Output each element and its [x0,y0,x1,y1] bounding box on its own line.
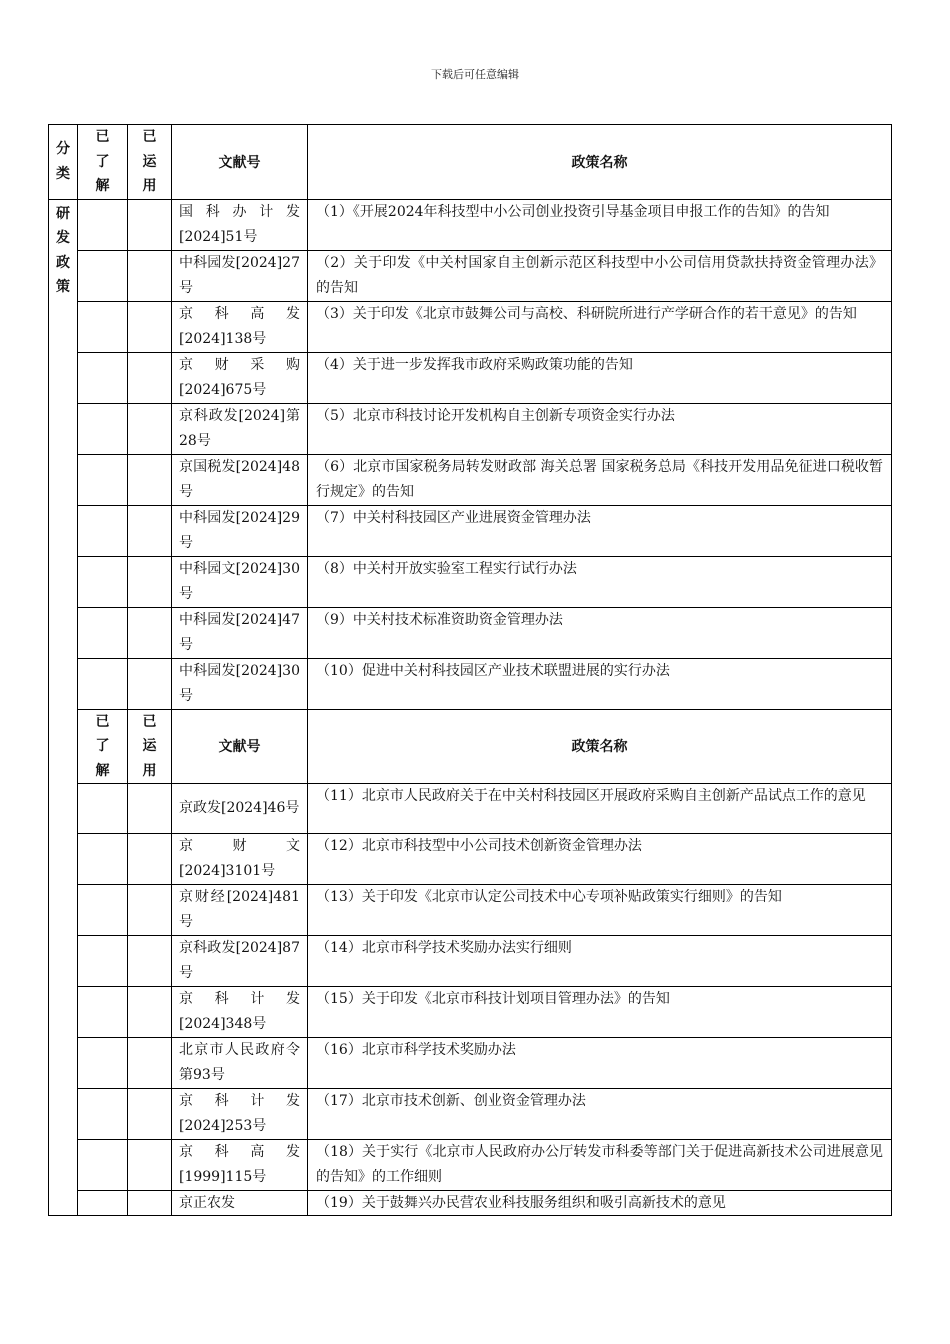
doc-number: 中科园发[2024]27号 [179,254,300,296]
table-row [49,556,892,607]
policy-name-cell [308,403,892,454]
doc-number: 京政发[2024]46号 [179,800,300,816]
header-applied: 已 运 用 [128,125,172,200]
applied-checkbox-cell [128,885,172,936]
category-cell [49,199,78,1216]
policy-name-cell [308,658,892,709]
doc-number: 京科高发[1999]115号 [179,1144,300,1185]
understood-checkbox-cell [78,301,128,352]
doc-number: 京财经[2024]481号 [179,889,300,930]
understood-checkbox-cell [78,1191,128,1216]
policy-name: （17）北京市技术创新、创业资金管理办法 [316,1093,586,1109]
doc-number-cell [172,885,308,936]
policy-name: （3）关于印发《北京市鼓舞公司与高校、科研院所进行产学研合作的若干意见》的告知 [316,305,857,322]
policy-name-cell [308,1191,892,1216]
doc-number-cell [172,556,308,607]
table-row [49,936,892,987]
doc-number: 京科计发[2024]348号 [179,991,300,1032]
understood-checkbox-cell [78,1140,128,1191]
understood-checkbox-cell [78,784,128,834]
policy-name: （11）北京市人民政府关于在中关村科技园区开展政府采购自主创新产品试点工作的意见 [316,788,866,804]
doc-number-cell [172,301,308,352]
subheader-understood-label: 已 了 解 [95,713,110,779]
table-row [49,250,892,301]
doc-number: 国科办计发[2024]51号 [179,203,300,245]
table-row [49,199,892,250]
policy-name: （5）北京市科技讨论开发机构自主创新专项资金实行办法 [316,407,675,424]
policy-name: （10）促进中关村科技园区产业技术联盟进展的实行办法 [316,662,670,679]
policy-name: （2）关于印发《中关村国家自主创新示范区科技型中小公司信用贷款扶持资金管理办法》的告知 [316,254,883,296]
policy-name-cell [308,987,892,1038]
subheader-doc-no: 文献号 [172,709,308,784]
policy-name: （15）关于印发《北京市科技计划项目管理办法》的告知 [316,991,670,1007]
policy-name: （1）《开展2024年科技型中小公司创业投资引导基金项目申报工作的告知》的告知 [316,203,830,220]
table-row [49,885,892,936]
doc-number-cell [172,1140,308,1191]
doc-number: 京国税发[2024]48号 [179,458,300,500]
header-understood: 已 了 解 [78,125,128,200]
policy-name-cell [308,505,892,556]
doc-number-cell [172,936,308,987]
doc-number: 北京市人民政府令第93号 [179,1042,300,1083]
policy-name-cell [308,607,892,658]
applied-checkbox-cell [128,658,172,709]
doc-number: 中科园发[2024]30号 [179,662,300,704]
policy-name-cell [308,199,892,250]
doc-number-cell [172,454,308,505]
applied-checkbox-cell [128,1140,172,1191]
policy-name: （6）北京市国家税务局转发财政部 海关总署 国家税务总局《科技开发用品免征进口税收暂行规定》的告知 [316,458,883,500]
policy-name: （12）北京市科技型中小公司技术创新资金管理办法 [316,838,642,854]
policy-name-cell [308,250,892,301]
doc-number-cell [172,505,308,556]
applied-checkbox-cell [128,784,172,834]
table-row [49,784,892,834]
understood-checkbox-cell [78,834,128,885]
policy-name-cell [308,885,892,936]
policy-table [48,124,892,1216]
table-row [49,352,892,403]
table-row [49,607,892,658]
understood-checkbox-cell [78,885,128,936]
doc-number: 京科高发[2024]138号 [179,305,300,347]
table-row [49,1191,892,1216]
understood-checkbox-cell [78,454,128,505]
policy-name: （8）中关村开放实验室工程实行试行办法 [316,560,577,577]
doc-number: 京财采购[2024]675号 [179,356,300,398]
doc-number: 中科园文[2024]30号 [179,560,300,602]
understood-checkbox-cell [78,658,128,709]
applied-checkbox-cell [128,556,172,607]
policy-name-cell [308,301,892,352]
doc-number: 京科计发[2024]253号 [179,1093,300,1134]
policy-name: （19）关于鼓舞兴办民营农业科技服务组织和吸引高新技术的意见 [316,1195,726,1211]
table-row [49,505,892,556]
applied-checkbox-cell [128,454,172,505]
category-label: 研 发 政 策 [56,205,70,295]
policy-name: （14）北京市科学技术奖励办法实行细则 [316,940,572,956]
policy-name-cell [308,1089,892,1140]
doc-number: 中科园发[2024]47号 [179,611,300,653]
doc-number-cell [172,834,308,885]
doc-number-cell [172,607,308,658]
doc-number-cell [172,1038,308,1089]
understood-checkbox-cell [78,250,128,301]
applied-checkbox-cell [128,199,172,250]
header-doc-no: 文献号 [172,125,308,200]
header-policy-name: 政策名称 [308,125,892,200]
doc-number-cell [172,199,308,250]
policy-name: （4）关于进一步发挥我市政府采购政策功能的告知 [316,356,633,373]
applied-checkbox-cell [128,936,172,987]
applied-checkbox-cell [128,352,172,403]
doc-number-cell [172,403,308,454]
policy-name-cell [308,352,892,403]
doc-number: 京科政发[2024]87号 [179,940,300,981]
header-category: 分 类 [49,125,78,200]
doc-number-cell [172,250,308,301]
doc-number: 京正农发 [179,1195,235,1211]
doc-number: 中科园发[2024]29号 [179,509,300,551]
policy-name-cell [308,834,892,885]
policy-name: （7）中关村科技园区产业进展资金管理办法 [316,509,591,526]
doc-number-cell [172,987,308,1038]
policy-name: （13）关于印发《北京市认定公司技术中心专项补贴政策实行细则》的告知 [316,889,782,905]
policy-name-cell [308,1038,892,1089]
doc-number: 京财文[2024]3101号 [179,838,300,879]
doc-number-cell [172,784,308,834]
table-subheader-row [49,709,892,784]
understood-checkbox-cell [78,352,128,403]
table-row [49,834,892,885]
understood-checkbox-cell [78,607,128,658]
applied-checkbox-cell [128,834,172,885]
doc-number-cell [172,658,308,709]
table-row [49,1089,892,1140]
understood-checkbox-cell [78,1038,128,1089]
applied-checkbox-cell [128,403,172,454]
subheader-understood [78,709,128,784]
understood-checkbox-cell [78,556,128,607]
applied-checkbox-cell [128,1089,172,1140]
table-row [49,301,892,352]
understood-checkbox-cell [78,199,128,250]
policy-name-cell [308,1140,892,1191]
doc-number-cell [172,1191,308,1216]
understood-checkbox-cell [78,1089,128,1140]
policy-name-cell [308,454,892,505]
doc-number-cell [172,352,308,403]
table-row [49,658,892,709]
table-row [49,987,892,1038]
applied-checkbox-cell [128,1191,172,1216]
applied-checkbox-cell [128,505,172,556]
understood-checkbox-cell [78,936,128,987]
applied-checkbox-cell [128,250,172,301]
policy-name-cell [308,936,892,987]
understood-checkbox-cell [78,505,128,556]
understood-checkbox-cell [78,987,128,1038]
applied-checkbox-cell [128,1038,172,1089]
subheader-applied-label: 已 运 用 [142,713,157,779]
doc-number-cell [172,1089,308,1140]
policy-name-cell [308,556,892,607]
table-row [49,1038,892,1089]
table-row [49,403,892,454]
understood-checkbox-cell [78,403,128,454]
table-row [49,454,892,505]
table-header-row [49,125,892,200]
applied-checkbox-cell [128,607,172,658]
policy-name: （18）关于实行《北京市人民政府办公厅转发市科委等部门关于促进高新技术公司进展意见的告知》的工作细则 [316,1144,883,1185]
policy-name-cell [308,784,892,834]
page-header: 下载后可任意编辑 [431,68,519,81]
policy-name: （16）北京市科学技术奖励办法 [316,1042,516,1058]
subheader-applied [128,709,172,784]
applied-checkbox-cell [128,301,172,352]
policy-name: （9）中关村技术标准资助资金管理办法 [316,611,563,628]
table-row [49,1140,892,1191]
subheader-policy-name: 政策名称 [308,709,892,784]
applied-checkbox-cell [128,987,172,1038]
doc-number: 京科政发[2024]第28号 [179,407,300,449]
